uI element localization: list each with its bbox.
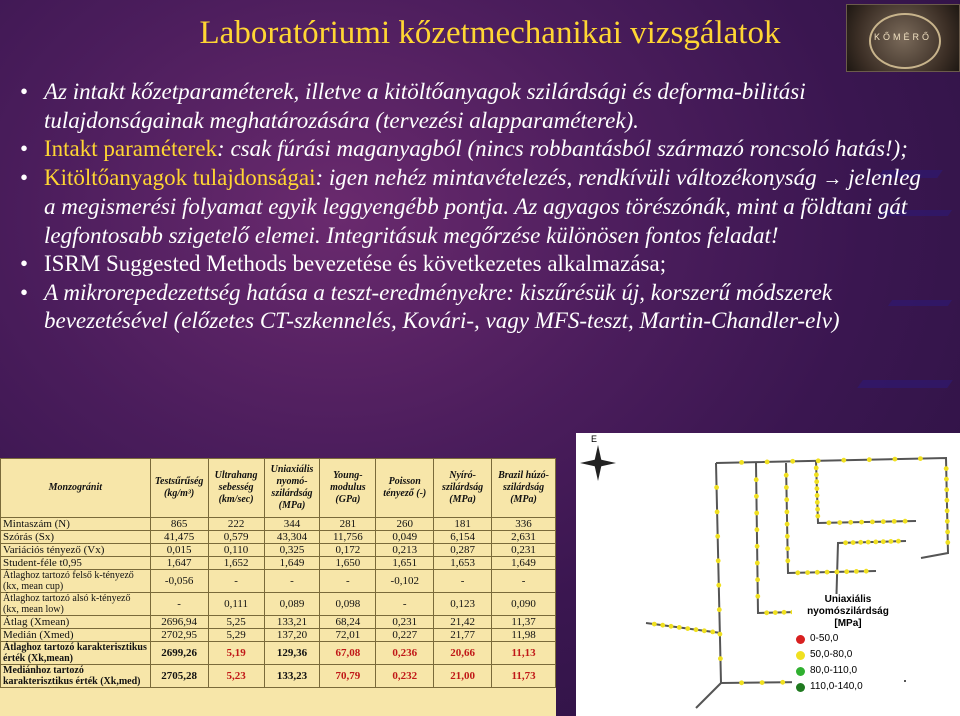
sample-point [866,540,871,545]
bullet-text: A mikrorepedezettség hatása a teszt-eredményekre: kiszűrésük új, korszerű módszerek bevezetésével (előzetes CT-szkennelés, Kovári-, vagy MFS-teszt, Martin-Chandler-elv) [44,279,840,333]
table-header: Ultrahang sebesség (km/sec) [208,459,264,518]
table-row [1,665,556,688]
table-cell: 0,325 [264,544,320,557]
row-label: Mediánhoz tartozó karakterisztikus érték (Xk,med) [1,665,151,688]
sample-point [702,628,707,633]
sample-point [685,626,690,631]
table-cell: 0,227 [376,629,434,642]
table-cell: 0,172 [320,544,376,557]
sample-point [854,569,859,574]
table-cell: 1,647 [150,557,208,570]
sample-point [785,546,790,551]
table-cell: 222 [208,518,264,531]
sample-point [864,569,869,574]
sample-point [795,570,800,575]
table-cell: - [208,570,264,593]
sample-point [944,477,949,482]
table-cell: 43,304 [264,531,320,544]
table-cell: 5,25 [208,616,264,629]
sample-point [814,472,819,477]
table-cell: -0,102 [376,570,434,593]
table-cell: 0,015 [150,544,208,557]
table-cell: 260 [376,518,434,531]
sample-point [827,520,832,525]
table-cell: 133,21 [264,616,320,629]
sample-point [851,540,856,545]
table-cell: 0,098 [320,593,376,616]
sample-point [715,534,720,539]
table-cell: 2696,94 [150,616,208,629]
sample-point [881,539,886,544]
logo-text: KŐMÉRŐ [873,32,932,42]
table-cell: 281 [320,518,376,531]
table-cell: 11,37 [492,616,556,629]
legend-dot-icon [796,667,805,676]
sample-point [755,544,760,549]
table-row [1,544,556,557]
sample-point [754,477,759,482]
table-cell: 20,66 [434,642,492,665]
bullet-text: : csak fúrási maganyagból (nincs robbantásból származó roncsoló hatás!); [217,136,908,161]
bullet-item [18,279,938,336]
table-cell: 0,110 [208,544,264,557]
table-cell: - [150,593,208,616]
legend-label: 80,0-110,0 [810,665,858,676]
table-row [1,570,556,593]
sample-point [718,656,723,661]
bullet-text: jelenleg a megismerési folyamat egyik leggyengébb pontja. Az agyagos törészónák, mint a földtani gát legfontosabb szigetelő elemei. Integritásuk megőrzése különösen fontos feladat! [44,164,921,248]
sample-point [785,534,790,539]
table-cell: 2702,95 [150,629,208,642]
decor-stripe [857,380,953,388]
sample-point [944,487,949,492]
bullet-text: : igen nehéz mintavételezés, rendkívüli változékonyság [315,164,817,190]
sample-point [815,493,820,498]
sample-point [945,540,950,545]
sample-point [677,625,682,630]
sample-point [717,607,722,612]
table-cell: 344 [264,518,320,531]
legend-item [792,648,904,662]
sample-point [760,680,765,685]
table-cell: 5,23 [208,665,264,688]
table-cell: 11,98 [492,629,556,642]
sample-point [784,473,789,478]
sample-point [896,539,901,544]
table-cell: 0,579 [208,531,264,544]
table-cell: 21,00 [434,665,492,688]
sample-point [694,627,699,632]
sample-point [815,507,820,512]
sample-point [815,570,820,575]
sample-point [764,610,769,615]
legend-label: 110,0-140,0 [810,681,863,692]
table-cell: 2705,28 [150,665,208,688]
sample-point [714,485,719,490]
bullet-item [18,250,938,279]
row-label: Mintaszám (N) [1,518,151,531]
sample-point [755,561,760,566]
table-cell: 2,631 [492,531,556,544]
table-cell: 1,652 [208,557,264,570]
row-label: Átlaghoz tartozó felső k-tényező (kx, mean cup) [1,570,151,593]
sample-point [889,539,894,544]
legend-title-line: nyomószilárdság [807,606,889,617]
stats-table-wrap [0,458,556,716]
table-cell: 0,090 [492,593,556,616]
table-cell: 2699,26 [150,642,208,665]
sample-point [805,570,810,575]
row-label: Variációs tényező (Vx) [1,544,151,557]
row-label: Átlag (Xmean) [1,616,151,629]
bullet-text: Az intakt kőzetparaméterek, illetve a kitöltőanyagok szilárdsági és deforma-bilitási tulajdonságainak meghatározására (tervezési alapparaméterek). [44,79,806,133]
row-label: Átlaghoz tartozó alsó k-tényező (kx, mean low) [1,593,151,616]
sample-point [669,624,674,629]
sample-point [945,519,950,524]
sample-point [816,458,821,463]
table-header: Brazil húzó-szilárdság (MPa) [492,459,556,518]
table-corner: Monzogránit [1,459,151,518]
table-cell: 0,287 [434,544,492,557]
table-cell: 0,231 [492,544,556,557]
table-header: Young-modulus (GPa) [320,459,376,518]
sample-point [755,527,760,532]
sample-point [773,610,778,615]
sample-point [739,460,744,465]
slide-title: Laboratóriumi kőzetmechanikai vizsgálatok [199,15,781,51]
table-header: Poisson tényező (-) [376,459,434,518]
bullet-text: ISRM Suggested Methods bevezetése és következetes alkalmazása; [44,251,667,276]
legend-title-line: [MPa] [834,618,862,629]
table-cell: 0,049 [376,531,434,544]
table-cell: 11,756 [320,531,376,544]
table-cell: -0,056 [150,570,208,593]
sample-point [815,486,820,491]
sample-point [652,622,657,627]
table-cell: 68,24 [320,616,376,629]
compass-label: E [591,434,598,444]
sample-point [715,510,720,515]
table-cell: 336 [492,518,556,531]
sample-point [790,459,795,464]
compass-rose-icon [580,445,616,481]
row-label: Átlaghoz tartozó karakterisztikus érték (Xk,mean) [1,642,151,665]
sample-point [848,520,853,525]
legend-item [792,632,904,646]
table-header-row [1,459,556,518]
legend-dot-icon [796,683,805,692]
sample-point [716,558,721,563]
sample-point [739,680,744,685]
row-label: Student-féle t0,95 [1,557,151,570]
sample-point [716,583,721,588]
table-cell: 137,20 [264,629,320,642]
table-cell: 5,19 [208,642,264,665]
table-row [1,593,556,616]
sample-point [918,456,923,461]
table-cell: 0,236 [376,642,434,665]
sample-point [754,511,759,516]
sample-point [945,530,950,535]
table-cell: - [376,593,434,616]
table-cell: 41,475 [150,531,208,544]
sample-point [780,680,785,685]
sample-point [843,540,848,545]
table-cell: 1,653 [434,557,492,570]
sample-point [815,514,820,519]
sample-point [765,460,770,465]
sample-point [944,466,949,471]
table-header: Testsűrűség (kg/m³) [150,459,208,518]
sample-point [870,520,875,525]
legend-dot-icon [796,635,805,644]
table-cell: 0,123 [434,593,492,616]
table-row [1,642,556,665]
table-cell: 21,42 [434,616,492,629]
table-row [1,531,556,544]
sample-point [815,500,820,505]
arrow-right-icon: → [822,167,843,190]
kmr-logo [846,4,960,72]
table-cell: 133,23 [264,665,320,688]
sample-point [784,485,789,490]
table-cell: 0,213 [376,544,434,557]
sample-point [835,570,840,575]
bullet-highlight: Intakt paraméterek [44,136,218,161]
bullet-item [18,78,938,135]
legend-label: 0-50,0 [810,633,839,644]
sample-point [660,623,665,628]
table-cell: 129,36 [264,642,320,665]
table-header: Uniaxiális nyomó-szilárdság (MPa) [264,459,320,518]
table-cell: 67,08 [320,642,376,665]
table-cell: 0,232 [376,665,434,688]
table-cell: 181 [434,518,492,531]
legend-dot-icon [796,651,805,660]
sample-point [903,519,908,524]
sample-point [755,594,760,599]
table-row [1,518,556,531]
sample-point [859,520,864,525]
table-cell: 21,77 [434,629,492,642]
sample-point [893,457,898,462]
table-cell: 1,649 [264,557,320,570]
sample-point [754,494,759,499]
map-legend [792,594,904,694]
table-cell: 865 [150,518,208,531]
sample-point [785,522,790,527]
stats-table [0,458,556,688]
sample-point [867,457,872,462]
sample-point [782,610,787,615]
bullet-list [18,78,938,336]
legend-title-line: Uniaxiális [824,594,872,605]
bullet-item [18,135,938,164]
sample-point [718,632,723,637]
sample-point [873,540,878,545]
sample-point [841,458,846,463]
table-cell: 11,73 [492,665,556,688]
table-cell: 6,154 [434,531,492,544]
sample-point [784,497,789,502]
table-cell: 1,651 [376,557,434,570]
row-label: Szórás (Sx) [1,531,151,544]
table-row [1,616,556,629]
sample-point [814,466,819,471]
sample-point [710,630,715,635]
sample-point [825,570,830,575]
bullet-highlight: Kitöltőanyagok tulajdonságai [44,164,316,190]
legend-label: 50,0-80,0 [810,649,853,660]
table-cell: - [492,570,556,593]
table-cell: 70,79 [320,665,376,688]
legend-item [792,680,904,694]
table-cell: 0,089 [264,593,320,616]
table-header: Nyíró-szilárdság (MPa) [434,459,492,518]
sample-point [785,510,790,515]
table-row [1,629,556,642]
legend-item [792,664,904,678]
sample-point [892,519,897,524]
sample-point [837,520,842,525]
sample-point [858,540,863,545]
sample-point [945,498,950,503]
table-cell: - [434,570,492,593]
table-cell: 0,111 [208,593,264,616]
table-cell: 5,29 [208,629,264,642]
table-cell: 72,01 [320,629,376,642]
table-cell: 1,650 [320,557,376,570]
table-cell: 11,13 [492,642,556,665]
table-cell: - [264,570,320,593]
table-cell: 1,649 [492,557,556,570]
sample-point [755,577,760,582]
table-cell: 0,231 [376,616,434,629]
sample-point [785,558,790,563]
sample-point [814,479,819,484]
table-cell: - [320,570,376,593]
sample-point [945,508,950,513]
row-label: Medián (Xmed) [1,629,151,642]
sample-point [881,519,886,524]
table-row [1,557,556,570]
bullet-item [18,164,938,251]
sample-point [844,569,849,574]
